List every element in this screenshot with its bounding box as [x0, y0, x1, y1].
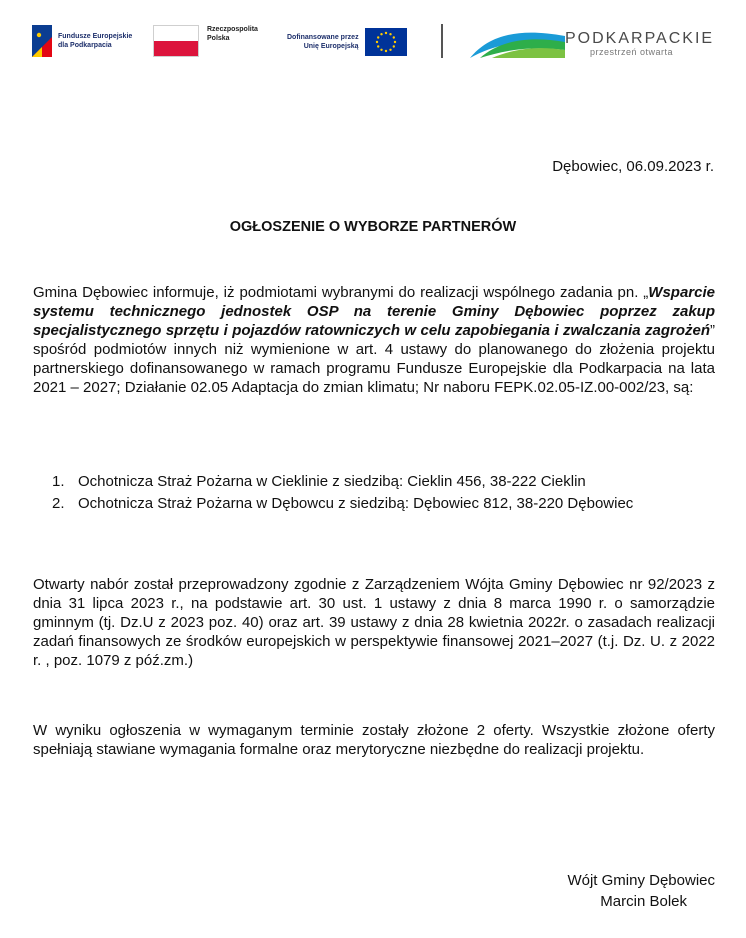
pl-logo-line1: Rzeczpospolita [207, 26, 258, 33]
fe-emblem-icon [32, 25, 52, 57]
paragraph-partners-intro [33, 283, 715, 397]
eu-flag-icon [365, 28, 407, 56]
paragraph-offers: W wyniku ogłoszenia w wymaganym terminie zostały złożone 2 oferty. Wszystkie złożone oferty spełniają stawiane wymagania formalne oraz merytoryczne niezbędne do realizacji projektu. [33, 722, 715, 758]
podkarpackie-title: PODKARPACKIE [565, 30, 715, 47]
document-date: Dębowiec, 06.09.2023 r. [552, 158, 714, 175]
polish-flag-icon [153, 25, 199, 57]
para1-intro: Gmina Dębowiec informuje, iż podmiotami wybranymi do realizacji wspólnego zadania pn. „ [33, 284, 649, 301]
signature-name: Marcin Bolek [600, 893, 687, 910]
podkarpackie-hills-icon [470, 24, 565, 60]
document-title: OGŁOSZENIE O WYBORZE PARTNERÓW [229, 219, 517, 235]
paragraph-legal-basis: Otwarty nabór został przeprowadzony zgodnie z Zarządzeniem Wójta Gminy Dębowiec nr 92/2023 z dnia 31 lipca 2023 r., na podstawie art. 30 ust. 1 ustawy z dnia 8 marca 1990 r. o samorządzie gminnym (tj. Dz.U z 2023 poz. 40) oraz art. 39 ustawy z dnia 28 kwietnia 2022r. o zasadach realizacji zadań finansowych ze środków europejskich w perspektywie finansowej 2021–2027 (t.j. Dz. U. z 2022 r. , poz. 1079 z póź.zm.) [33, 576, 715, 669]
pl-logo-line2: Polska [207, 35, 230, 42]
eu-logo-line2: Unię Europejską [303, 43, 359, 50]
eu-logo-line1: Dofinansowane przez [287, 34, 359, 41]
list-item [52, 471, 633, 493]
list-item [52, 493, 633, 515]
fe-logo-line1: Fundusze Europejskie [58, 33, 133, 40]
partners-list [52, 471, 633, 515]
rzeczpospolita-logo [153, 25, 258, 57]
list-item-text: Ochotnicza Straż Pożarna w Cieklinie z siedzibą: Cieklin 456, 38-222 Cieklin [78, 473, 586, 490]
signature-block [567, 870, 715, 912]
para1-project-name: Wsparcie systemu technicznego jednostek OSP na terenie Gminy Dębowiec poprzez zakup specjalistycznego sprzętu i pojazdów ratowniczych w celu zapobiegania i zwalczania zagrożeń [33, 284, 715, 339]
list-item-text: Ochotnicza Straż Pożarna w Dębowcu z siedzibą: Dębowiec 812, 38-220 Dębowiec [78, 495, 634, 512]
podkarpackie-subtitle: przestrzeń otwarta [590, 47, 674, 57]
para1-rest: ” spośród podmiotów innych niż wymienione w art. 4 ustawy do planowanego do złożenia projektu partnerskiego dofinansowanego w ramach programu Fundusze Europejskie dla Podkarpacia na lata 2021 – 2027; Działanie 02.05 Adaptacja do zmian klimatu; Nr naboru FEPK.02.05-IZ.00-002/23, są: [33, 322, 715, 396]
eu-logo [287, 28, 407, 56]
signature-role: Wójt Gminy Dębowiec [567, 872, 715, 889]
list-item-number: 1. [52, 473, 65, 490]
list-item-number: 2. [52, 495, 65, 512]
logo-separator [441, 24, 443, 58]
header-logos [0, 0, 746, 80]
podkarpackie-logo [470, 22, 715, 62]
fe-logo-line2: dla Podkarpacia [58, 42, 112, 49]
fundusze-europejskie-logo [32, 25, 132, 57]
